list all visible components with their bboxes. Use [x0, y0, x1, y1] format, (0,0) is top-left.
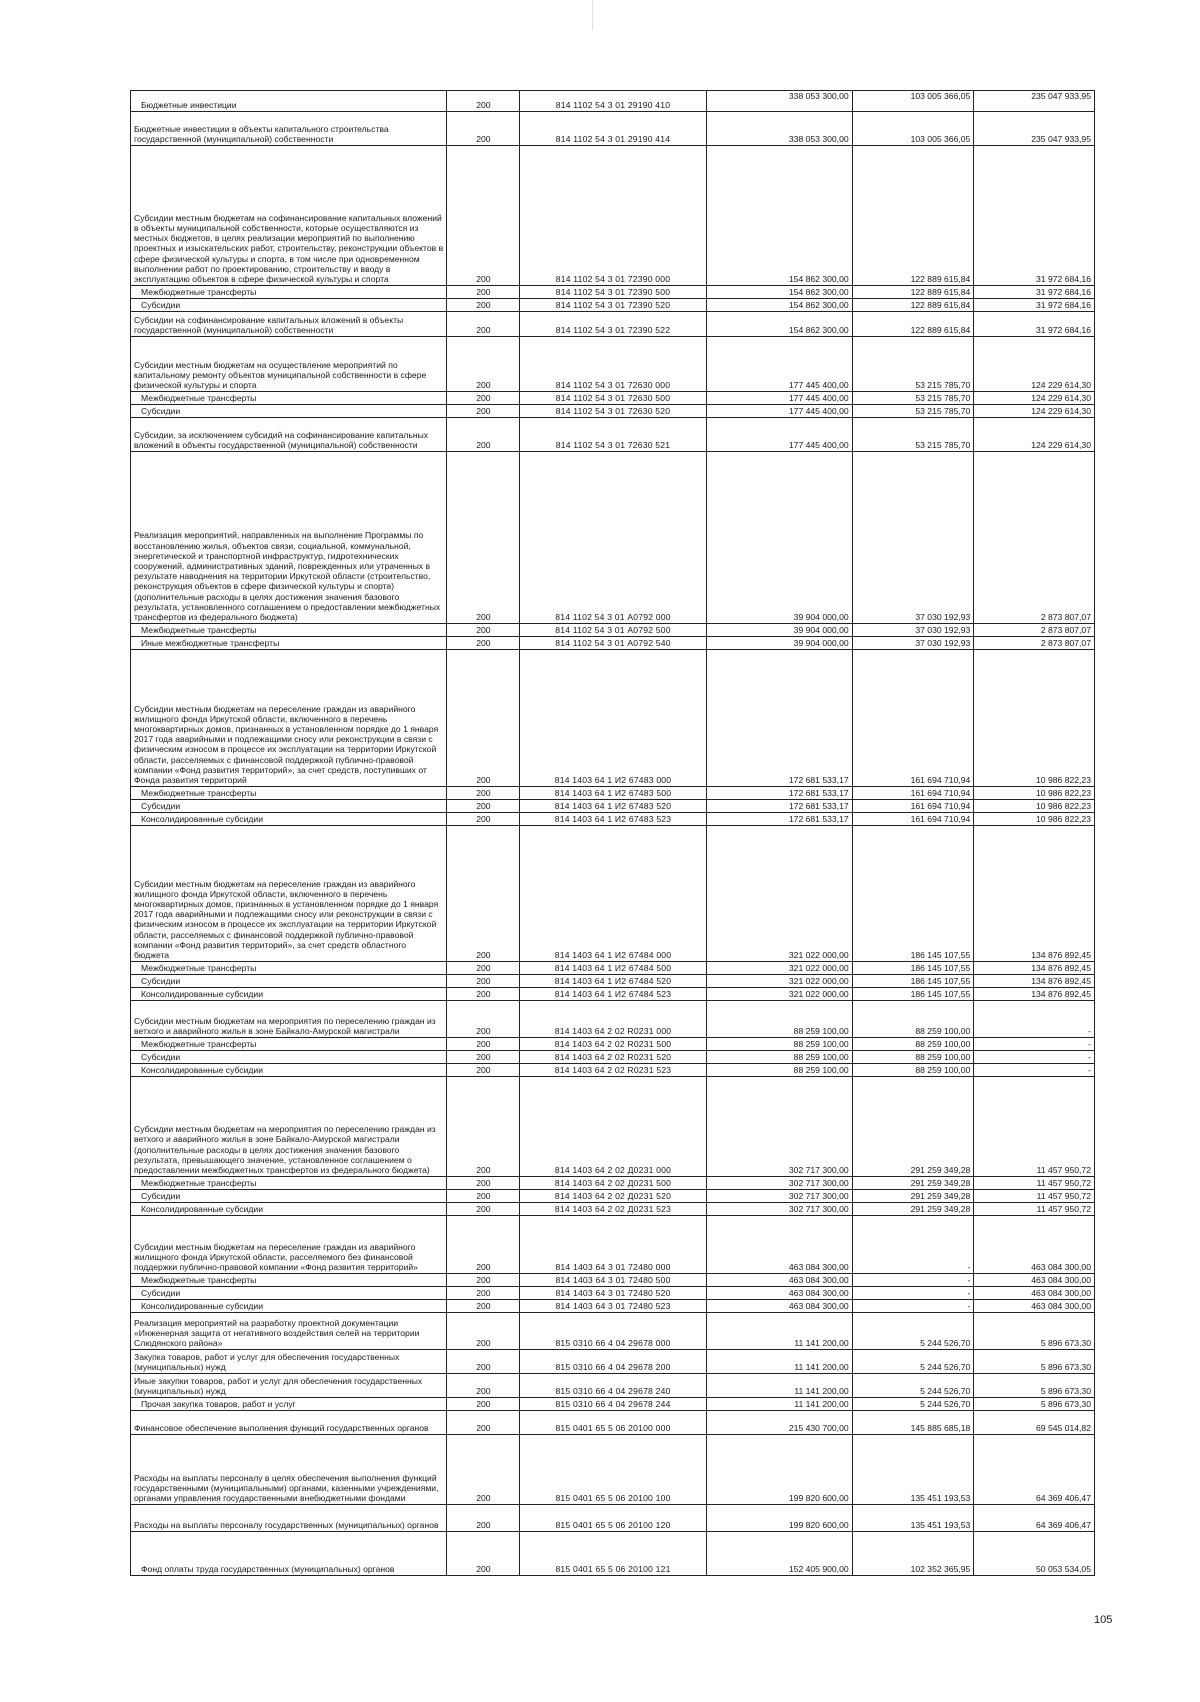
table-row	[131, 813, 1095, 826]
row-name: Консолидированные субсидии	[131, 813, 447, 826]
row-unexecuted-amount: 11 457 950,72	[974, 1190, 1095, 1203]
table-row	[131, 800, 1095, 813]
row-executed-amount: 291 259 349,28	[852, 1190, 974, 1203]
row-name: Расходы на выплаты персоналу государственных (муниципальных) органов	[131, 1505, 447, 1532]
table-body	[131, 91, 1095, 1576]
row-executed-amount: 122 889 615,84	[852, 299, 974, 312]
row-approved-amount: 88 259 100,00	[706, 1001, 852, 1038]
row-approved-amount: 338 053 300,00	[706, 91, 852, 112]
row-budget-classification-code: 814 1102 54 3 01 72630 520	[520, 405, 706, 418]
row-unexecuted-amount: 64 369 406,47	[974, 1505, 1095, 1532]
row-unexecuted-amount: 124 229 614,30	[974, 418, 1095, 452]
table-row	[131, 146, 1095, 286]
row-approved-amount: 215 430 700,00	[706, 1411, 852, 1435]
row-budget-classification-code: 814 1403 64 1 И2 67484 520	[520, 975, 706, 988]
row-budget-classification-code: 815 0401 65 5 06 20100 121	[520, 1532, 706, 1576]
row-name: Иные закупки товаров, работ и услуг для обеспечения государственных (муниципальных) нужд	[131, 1374, 447, 1398]
row-line-code: 200	[447, 1350, 520, 1374]
row-unexecuted-amount: -	[974, 1001, 1095, 1038]
row-budget-classification-code: 814 1102 54 3 01 А0792 500	[520, 624, 706, 637]
row-budget-classification-code: 814 1403 64 2 02 Д0231 000	[520, 1077, 706, 1177]
row-unexecuted-amount: 124 229 614,30	[974, 337, 1095, 392]
row-unexecuted-amount: -	[974, 1064, 1095, 1077]
row-line-code: 200	[447, 1203, 520, 1216]
table-row	[131, 1038, 1095, 1051]
table-row	[131, 1300, 1095, 1313]
row-line-code: 200	[447, 405, 520, 418]
row-budget-classification-code: 814 1403 64 2 02 Д0231 500	[520, 1177, 706, 1190]
row-name: Субсидии	[131, 1287, 447, 1300]
row-name: Субсидии местным бюджетам на переселение граждан из аварийного жилищного фонда Иркутской области, включенного в перечень многоквартирных домов, признанных в установленном порядке до 1 января 2017 года аварийными и подлежащими сносу или реконструкции в связи с физическим износом в процессе их эксплуатации на территории Иркутской области, расселяемых с финансовой поддержкой публично-правовой компании «Фонд развития территорий», за счет средств, поступивших от Фонда развития территорий	[131, 650, 447, 787]
row-unexecuted-amount: 31 972 684,16	[974, 286, 1095, 299]
row-approved-amount: 11 141 200,00	[706, 1350, 852, 1374]
table-row	[131, 1505, 1095, 1532]
table-row	[131, 299, 1095, 312]
row-name: Межбюджетные трансферты	[131, 392, 447, 405]
row-approved-amount: 88 259 100,00	[706, 1051, 852, 1064]
row-budget-classification-code: 814 1102 54 3 01 72390 000	[520, 146, 706, 286]
table-row	[131, 637, 1095, 650]
row-executed-amount: 122 889 615,84	[852, 286, 974, 299]
row-executed-amount: 291 259 349,28	[852, 1177, 974, 1190]
row-approved-amount: 302 717 300,00	[706, 1203, 852, 1216]
row-name: Субсидии местным бюджетам на мероприятия по переселению граждан из ветхого и аварийного жилья в зоне Байкало-Амурской магистрали	[131, 1001, 447, 1038]
row-budget-classification-code: 814 1403 64 1 И2 67484 523	[520, 988, 706, 1001]
row-name: Межбюджетные трансферты	[131, 962, 447, 975]
row-unexecuted-amount: 134 876 892,45	[974, 988, 1095, 1001]
row-approved-amount: 11 141 200,00	[706, 1313, 852, 1350]
row-approved-amount: 11 141 200,00	[706, 1398, 852, 1411]
row-line-code: 200	[447, 392, 520, 405]
row-approved-amount: 154 862 300,00	[706, 146, 852, 286]
row-name: Бюджетные инвестиции	[131, 91, 447, 112]
row-line-code: 200	[447, 1287, 520, 1300]
row-name: Субсидии	[131, 299, 447, 312]
row-budget-classification-code: 814 1403 64 3 01 72480 523	[520, 1300, 706, 1313]
row-line-code: 200	[447, 146, 520, 286]
row-unexecuted-amount: 31 972 684,16	[974, 312, 1095, 337]
row-budget-classification-code: 814 1403 64 2 02 R0231 500	[520, 1038, 706, 1051]
row-line-code: 200	[447, 312, 520, 337]
row-budget-classification-code: 815 0310 66 4 04 29678 200	[520, 1350, 706, 1374]
row-line-code: 200	[447, 1411, 520, 1435]
table-row	[131, 112, 1095, 146]
row-unexecuted-amount: 5 896 673,30	[974, 1350, 1095, 1374]
row-budget-classification-code: 814 1102 54 3 01 72390 522	[520, 312, 706, 337]
row-budget-classification-code: 814 1102 54 3 01 72630 521	[520, 418, 706, 452]
row-unexecuted-amount: 124 229 614,30	[974, 405, 1095, 418]
scan-fold-line	[592, 0, 593, 30]
row-approved-amount: 154 862 300,00	[706, 312, 852, 337]
row-name: Консолидированные субсидии	[131, 1300, 447, 1313]
row-line-code: 200	[447, 800, 520, 813]
row-line-code: 200	[447, 91, 520, 112]
row-executed-amount: 291 259 349,28	[852, 1203, 974, 1216]
row-line-code: 200	[447, 988, 520, 1001]
row-budget-classification-code: 815 0310 66 4 04 29678 000	[520, 1313, 706, 1350]
row-line-code: 200	[447, 1313, 520, 1350]
table-row	[131, 826, 1095, 962]
row-line-code: 200	[447, 286, 520, 299]
table-row	[131, 1077, 1095, 1177]
table-row	[131, 405, 1095, 418]
row-name: Расходы на выплаты персоналу в целях обеспечения выполнения функций государственными (муниципальными) органами, казенными учреждениями, органами управления государственными внебюджетными фондами	[131, 1435, 447, 1505]
row-line-code: 200	[447, 962, 520, 975]
row-line-code: 200	[447, 1532, 520, 1576]
row-approved-amount: 302 717 300,00	[706, 1190, 852, 1203]
row-approved-amount: 177 445 400,00	[706, 337, 852, 392]
row-approved-amount: 321 022 000,00	[706, 975, 852, 988]
row-name: Субсидии местным бюджетам на софинансирование капитальных вложений в объекты муниципальной собственности, которые осуществляются из местных бюджетов, в целях реализации мероприятий по выполнению проектных и изыскательских работ, строительству, реконструкции объектов в сфере физической культуры и спорта, в том числе при одновременном выполнении работ по проектированию, строительству и вводу в эксплуатацию объектов в сфере физической культуры и спорта	[131, 146, 447, 286]
row-executed-amount: 103 005 366,05	[852, 91, 974, 112]
row-unexecuted-amount: 5 896 673,30	[974, 1313, 1095, 1350]
row-budget-classification-code: 814 1403 64 2 02 Д0231 520	[520, 1190, 706, 1203]
row-line-code: 200	[447, 1077, 520, 1177]
row-budget-classification-code: 814 1403 64 2 02 R0231 520	[520, 1051, 706, 1064]
row-budget-classification-code: 814 1403 64 2 02 R0231 000	[520, 1001, 706, 1038]
row-line-code: 200	[447, 637, 520, 650]
row-unexecuted-amount: -	[974, 1038, 1095, 1051]
row-executed-amount: 103 005 366,05	[852, 112, 974, 146]
row-executed-amount: 291 259 349,28	[852, 1077, 974, 1177]
row-unexecuted-amount: 11 457 950,72	[974, 1077, 1095, 1177]
table-row	[131, 1190, 1095, 1203]
row-budget-classification-code: 814 1102 54 3 01 72630 000	[520, 337, 706, 392]
row-approved-amount: 172 681 533,17	[706, 800, 852, 813]
row-approved-amount: 39 904 000,00	[706, 637, 852, 650]
table-row	[131, 1216, 1095, 1274]
row-name: Закупка товаров, работ и услуг для обеспечения государственных (муниципальных) нужд	[131, 1350, 447, 1374]
row-unexecuted-amount: 10 986 822,23	[974, 787, 1095, 800]
row-unexecuted-amount: 134 876 892,45	[974, 975, 1095, 988]
row-line-code: 200	[447, 1051, 520, 1064]
row-executed-amount: 53 215 785,70	[852, 392, 974, 405]
row-executed-amount: 37 030 192,93	[852, 637, 974, 650]
row-unexecuted-amount: 5 896 673,30	[974, 1398, 1095, 1411]
row-unexecuted-amount: 134 876 892,45	[974, 962, 1095, 975]
row-approved-amount: 463 084 300,00	[706, 1300, 852, 1313]
table-row	[131, 975, 1095, 988]
row-unexecuted-amount: 10 986 822,23	[974, 800, 1095, 813]
row-executed-amount: 102 352 365,95	[852, 1532, 974, 1576]
row-executed-amount: 53 215 785,70	[852, 418, 974, 452]
row-budget-classification-code: 814 1403 64 1 И2 67484 500	[520, 962, 706, 975]
row-budget-classification-code: 814 1403 64 1 И2 67484 000	[520, 826, 706, 962]
row-unexecuted-amount: 10 986 822,23	[974, 650, 1095, 787]
row-unexecuted-amount: 2 873 807,07	[974, 624, 1095, 637]
row-line-code: 200	[447, 975, 520, 988]
row-approved-amount: 39 904 000,00	[706, 624, 852, 637]
row-line-code: 200	[447, 1274, 520, 1287]
row-name: Субсидии	[131, 1190, 447, 1203]
row-budget-classification-code: 814 1403 64 1 И2 67483 520	[520, 800, 706, 813]
row-executed-amount: 161 694 710,94	[852, 650, 974, 787]
row-budget-classification-code: 814 1403 64 3 01 72480 000	[520, 1216, 706, 1274]
row-executed-amount: 88 259 100,00	[852, 1001, 974, 1038]
table-row	[131, 1177, 1095, 1190]
row-name: Субсидии местным бюджетам на осуществление мероприятий по капитальному ремонту объектов муниципальной собственности в сфере физической культуры и спорта	[131, 337, 447, 392]
row-executed-amount: 186 145 107,55	[852, 988, 974, 1001]
row-budget-classification-code: 814 1403 64 1 И2 67483 523	[520, 813, 706, 826]
row-budget-classification-code: 815 0401 65 5 06 20100 000	[520, 1411, 706, 1435]
row-line-code: 200	[447, 624, 520, 637]
row-budget-classification-code: 814 1102 54 3 01 А0792 000	[520, 452, 706, 624]
row-budget-classification-code: 814 1102 54 3 01 29190 414	[520, 112, 706, 146]
row-name: Реализация мероприятий, направленных на выполнение Программы по восстановлению жилья, объектов связи, социальной, коммунальной, энергетической и транспортной инфраструктур, гидротехнических сооружений, административных зданий, поврежденных или утраченных в результате наводнения на территории Иркутской области (строительство, реконструкция объектов в сфере физической культуры и спорта) (дополнительные расходы в целях достижения значения базового результата, установленного соглашением о предоставлении межбюджетных трансфертов из федерального бюджета)	[131, 452, 447, 624]
row-line-code: 200	[447, 1505, 520, 1532]
row-budget-classification-code: 814 1403 64 1 И2 67483 500	[520, 787, 706, 800]
row-executed-amount: 5 244 526,70	[852, 1350, 974, 1374]
row-executed-amount: 186 145 107,55	[852, 962, 974, 975]
table-row	[131, 1274, 1095, 1287]
row-line-code: 200	[447, 1064, 520, 1077]
table-row	[131, 787, 1095, 800]
row-approved-amount: 152 405 900,00	[706, 1532, 852, 1576]
row-line-code: 200	[447, 650, 520, 787]
row-unexecuted-amount: 235 047 933,95	[974, 112, 1095, 146]
row-executed-amount: 135 451 193,53	[852, 1435, 974, 1505]
row-budget-classification-code: 814 1403 64 2 02 Д0231 523	[520, 1203, 706, 1216]
table-row	[131, 418, 1095, 452]
row-line-code: 200	[447, 813, 520, 826]
row-executed-amount: 161 694 710,94	[852, 813, 974, 826]
row-name: Фонд оплаты труда государственных (муниципальных) органов	[131, 1532, 447, 1576]
row-budget-classification-code: 814 1102 54 3 01 А0792 540	[520, 637, 706, 650]
table-row	[131, 988, 1095, 1001]
table-row	[131, 452, 1095, 624]
row-approved-amount: 463 084 300,00	[706, 1216, 852, 1274]
row-approved-amount: 172 681 533,17	[706, 813, 852, 826]
table-row	[131, 624, 1095, 637]
row-approved-amount: 154 862 300,00	[706, 286, 852, 299]
row-executed-amount: 37 030 192,93	[852, 452, 974, 624]
row-executed-amount: 5 244 526,70	[852, 1374, 974, 1398]
row-unexecuted-amount: 134 876 892,45	[974, 826, 1095, 962]
row-budget-classification-code: 814 1403 64 3 01 72480 520	[520, 1287, 706, 1300]
row-unexecuted-amount: -	[974, 1051, 1095, 1064]
row-approved-amount: 321 022 000,00	[706, 988, 852, 1001]
row-approved-amount: 321 022 000,00	[706, 826, 852, 962]
row-executed-amount: 135 451 193,53	[852, 1505, 974, 1532]
row-name: Субсидии местным бюджетам на переселение граждан из аварийного жилищного фонда Иркутской области, расселяемого без финансовой поддержки публично-правовой компании «Фонд развития территорий»	[131, 1216, 447, 1274]
row-executed-amount: 122 889 615,84	[852, 312, 974, 337]
row-name: Финансовое обеспечение выполнения функций государственных органов	[131, 1411, 447, 1435]
budget-execution-table	[130, 90, 1095, 1576]
row-unexecuted-amount: 69 545 014,82	[974, 1411, 1095, 1435]
row-name: Прочая закупка товаров, работ и услуг	[131, 1398, 447, 1411]
row-budget-classification-code: 814 1102 54 3 01 72630 500	[520, 392, 706, 405]
row-executed-amount: 5 244 526,70	[852, 1313, 974, 1350]
row-name: Консолидированные субсидии	[131, 988, 447, 1001]
row-executed-amount: 88 259 100,00	[852, 1051, 974, 1064]
table-row	[131, 1532, 1095, 1576]
row-line-code: 200	[447, 1216, 520, 1274]
table-row	[131, 1001, 1095, 1038]
row-budget-classification-code: 815 0401 65 5 06 20100 100	[520, 1435, 706, 1505]
row-approved-amount: 88 259 100,00	[706, 1038, 852, 1051]
row-executed-amount: 161 694 710,94	[852, 800, 974, 813]
table-row	[131, 1051, 1095, 1064]
table-row	[131, 1203, 1095, 1216]
row-unexecuted-amount: 31 972 684,16	[974, 299, 1095, 312]
row-unexecuted-amount: 11 457 950,72	[974, 1177, 1095, 1190]
row-unexecuted-amount: 235 047 933,95	[974, 91, 1095, 112]
row-executed-amount: 145 885 685,18	[852, 1411, 974, 1435]
row-unexecuted-amount: 50 053 534,05	[974, 1532, 1095, 1576]
row-unexecuted-amount: 11 457 950,72	[974, 1203, 1095, 1216]
row-line-code: 200	[447, 1435, 520, 1505]
row-approved-amount: 177 445 400,00	[706, 418, 852, 452]
row-approved-amount: 172 681 533,17	[706, 787, 852, 800]
row-approved-amount: 199 820 600,00	[706, 1435, 852, 1505]
row-line-code: 200	[447, 299, 520, 312]
row-approved-amount: 338 053 300,00	[706, 112, 852, 146]
row-name: Консолидированные субсидии	[131, 1203, 447, 1216]
row-unexecuted-amount: 2 873 807,07	[974, 637, 1095, 650]
row-name: Субсидии	[131, 975, 447, 988]
table-row	[131, 392, 1095, 405]
row-name: Субсидии	[131, 800, 447, 813]
row-name: Субсидии местным бюджетам на переселение граждан из аварийного жилищного фонда Иркутской области, включенного в перечень многоквартирных домов, признанных в установленном порядке до 1 января 2017 года аварийными и подлежащими сносу или реконструкции в связи с физическим износом в процессе их эксплуатации на территории Иркутской области, расселяемых с финансовой поддержкой публично-правовой компании «Фонд развития территорий», за счет средств областного бюджета	[131, 826, 447, 962]
row-name: Консолидированные субсидии	[131, 1064, 447, 1077]
row-line-code: 200	[447, 1300, 520, 1313]
table-row	[131, 337, 1095, 392]
row-line-code: 200	[447, 337, 520, 392]
row-approved-amount: 172 681 533,17	[706, 650, 852, 787]
row-executed-amount: 53 215 785,70	[852, 405, 974, 418]
row-approved-amount: 177 445 400,00	[706, 392, 852, 405]
row-executed-amount: 122 889 615,84	[852, 146, 974, 286]
row-approved-amount: 177 445 400,00	[706, 405, 852, 418]
row-name: Межбюджетные трансферты	[131, 286, 447, 299]
row-executed-amount: 5 244 526,70	[852, 1398, 974, 1411]
row-executed-amount: 186 145 107,55	[852, 826, 974, 962]
row-unexecuted-amount: 463 084 300,00	[974, 1287, 1095, 1300]
row-name: Субсидии на софинансирование капитальных вложений в объекты государственной (муниципальной) собственности	[131, 312, 447, 337]
row-budget-classification-code: 814 1102 54 3 01 72390 520	[520, 299, 706, 312]
row-line-code: 200	[447, 112, 520, 146]
row-name: Субсидии, за исключением субсидий на софинансирование капитальных вложений в объекты государственной (муниципальной) собственности	[131, 418, 447, 452]
table-row	[131, 1350, 1095, 1374]
row-line-code: 200	[447, 418, 520, 452]
row-executed-amount: 88 259 100,00	[852, 1038, 974, 1051]
row-executed-amount: -	[852, 1287, 974, 1300]
table-row	[131, 650, 1095, 787]
row-name: Межбюджетные трансферты	[131, 624, 447, 637]
row-budget-classification-code: 814 1403 64 3 01 72480 500	[520, 1274, 706, 1287]
table-row	[131, 962, 1095, 975]
row-line-code: 200	[447, 1374, 520, 1398]
table-row	[131, 1313, 1095, 1350]
row-name: Бюджетные инвестиции в объекты капитального строительства государственной (муниципальной) собственности	[131, 112, 447, 146]
row-approved-amount: 39 904 000,00	[706, 452, 852, 624]
table-row	[131, 286, 1095, 299]
row-line-code: 200	[447, 1177, 520, 1190]
page-number: 105	[1094, 1614, 1113, 1626]
row-unexecuted-amount: 10 986 822,23	[974, 813, 1095, 826]
row-line-code: 200	[447, 452, 520, 624]
row-unexecuted-amount: 2 873 807,07	[974, 452, 1095, 624]
row-line-code: 200	[447, 1398, 520, 1411]
table-row	[131, 1064, 1095, 1077]
row-executed-amount: -	[852, 1216, 974, 1274]
table-row	[131, 1374, 1095, 1398]
row-name: Межбюджетные трансферты	[131, 1038, 447, 1051]
table-row	[131, 312, 1095, 337]
row-approved-amount: 302 717 300,00	[706, 1177, 852, 1190]
row-unexecuted-amount: 124 229 614,30	[974, 392, 1095, 405]
row-name: Межбюджетные трансферты	[131, 1274, 447, 1287]
row-name: Иные межбюджетные трансферты	[131, 637, 447, 650]
row-approved-amount: 463 084 300,00	[706, 1274, 852, 1287]
table-row	[131, 91, 1095, 112]
row-approved-amount: 302 717 300,00	[706, 1077, 852, 1177]
row-executed-amount: 88 259 100,00	[852, 1064, 974, 1077]
row-executed-amount: 186 145 107,55	[852, 975, 974, 988]
row-executed-amount: 53 215 785,70	[852, 337, 974, 392]
row-budget-classification-code: 814 1403 64 2 02 R0231 523	[520, 1064, 706, 1077]
row-approved-amount: 463 084 300,00	[706, 1287, 852, 1300]
row-approved-amount: 11 141 200,00	[706, 1374, 852, 1398]
row-name: Межбюджетные трансферты	[131, 787, 447, 800]
row-unexecuted-amount: 463 084 300,00	[974, 1300, 1095, 1313]
row-line-code: 200	[447, 1001, 520, 1038]
row-name: Межбюджетные трансферты	[131, 1177, 447, 1190]
row-unexecuted-amount: 463 084 300,00	[974, 1274, 1095, 1287]
row-executed-amount: -	[852, 1274, 974, 1287]
row-unexecuted-amount: 31 972 684,16	[974, 146, 1095, 286]
row-budget-classification-code: 814 1102 54 3 01 72390 500	[520, 286, 706, 299]
row-unexecuted-amount: 5 896 673,30	[974, 1374, 1095, 1398]
row-unexecuted-amount: 463 084 300,00	[974, 1216, 1095, 1274]
row-name: Реализация мероприятий на разработку проектной документации «Инженерная защита от негативного воздействия селей на территории Слюдянского района»	[131, 1313, 447, 1350]
table-row	[131, 1287, 1095, 1300]
row-budget-classification-code: 815 0401 65 5 06 20100 120	[520, 1505, 706, 1532]
row-unexecuted-amount: 64 369 406,47	[974, 1435, 1095, 1505]
row-budget-classification-code: 815 0310 66 4 04 29678 244	[520, 1398, 706, 1411]
row-name: Субсидии	[131, 1051, 447, 1064]
table-row	[131, 1435, 1095, 1505]
row-approved-amount: 154 862 300,00	[706, 299, 852, 312]
row-line-code: 200	[447, 787, 520, 800]
row-budget-classification-code: 814 1102 54 3 01 29190 410	[520, 91, 706, 112]
row-line-code: 200	[447, 1190, 520, 1203]
row-approved-amount: 199 820 600,00	[706, 1505, 852, 1532]
row-budget-classification-code: 814 1403 64 1 И2 67483 000	[520, 650, 706, 787]
row-executed-amount: -	[852, 1300, 974, 1313]
table-row	[131, 1398, 1095, 1411]
row-line-code: 200	[447, 1038, 520, 1051]
row-approved-amount: 321 022 000,00	[706, 962, 852, 975]
row-line-code: 200	[447, 826, 520, 962]
row-budget-classification-code: 815 0310 66 4 04 29678 240	[520, 1374, 706, 1398]
row-executed-amount: 161 694 710,94	[852, 787, 974, 800]
row-executed-amount: 37 030 192,93	[852, 624, 974, 637]
table-row	[131, 1411, 1095, 1435]
row-name: Субсидии	[131, 405, 447, 418]
row-name: Субсидии местным бюджетам на мероприятия по переселению граждан из ветхого и аварийного жилья в зоне Байкало-Амурской магистрали (дополнительные расходы в целях достижения значения базового результата, превышающего значение, установленное соглашением о предоставлении межбюджетных трансфертов из федерального бюджета)	[131, 1077, 447, 1177]
row-approved-amount: 88 259 100,00	[706, 1064, 852, 1077]
